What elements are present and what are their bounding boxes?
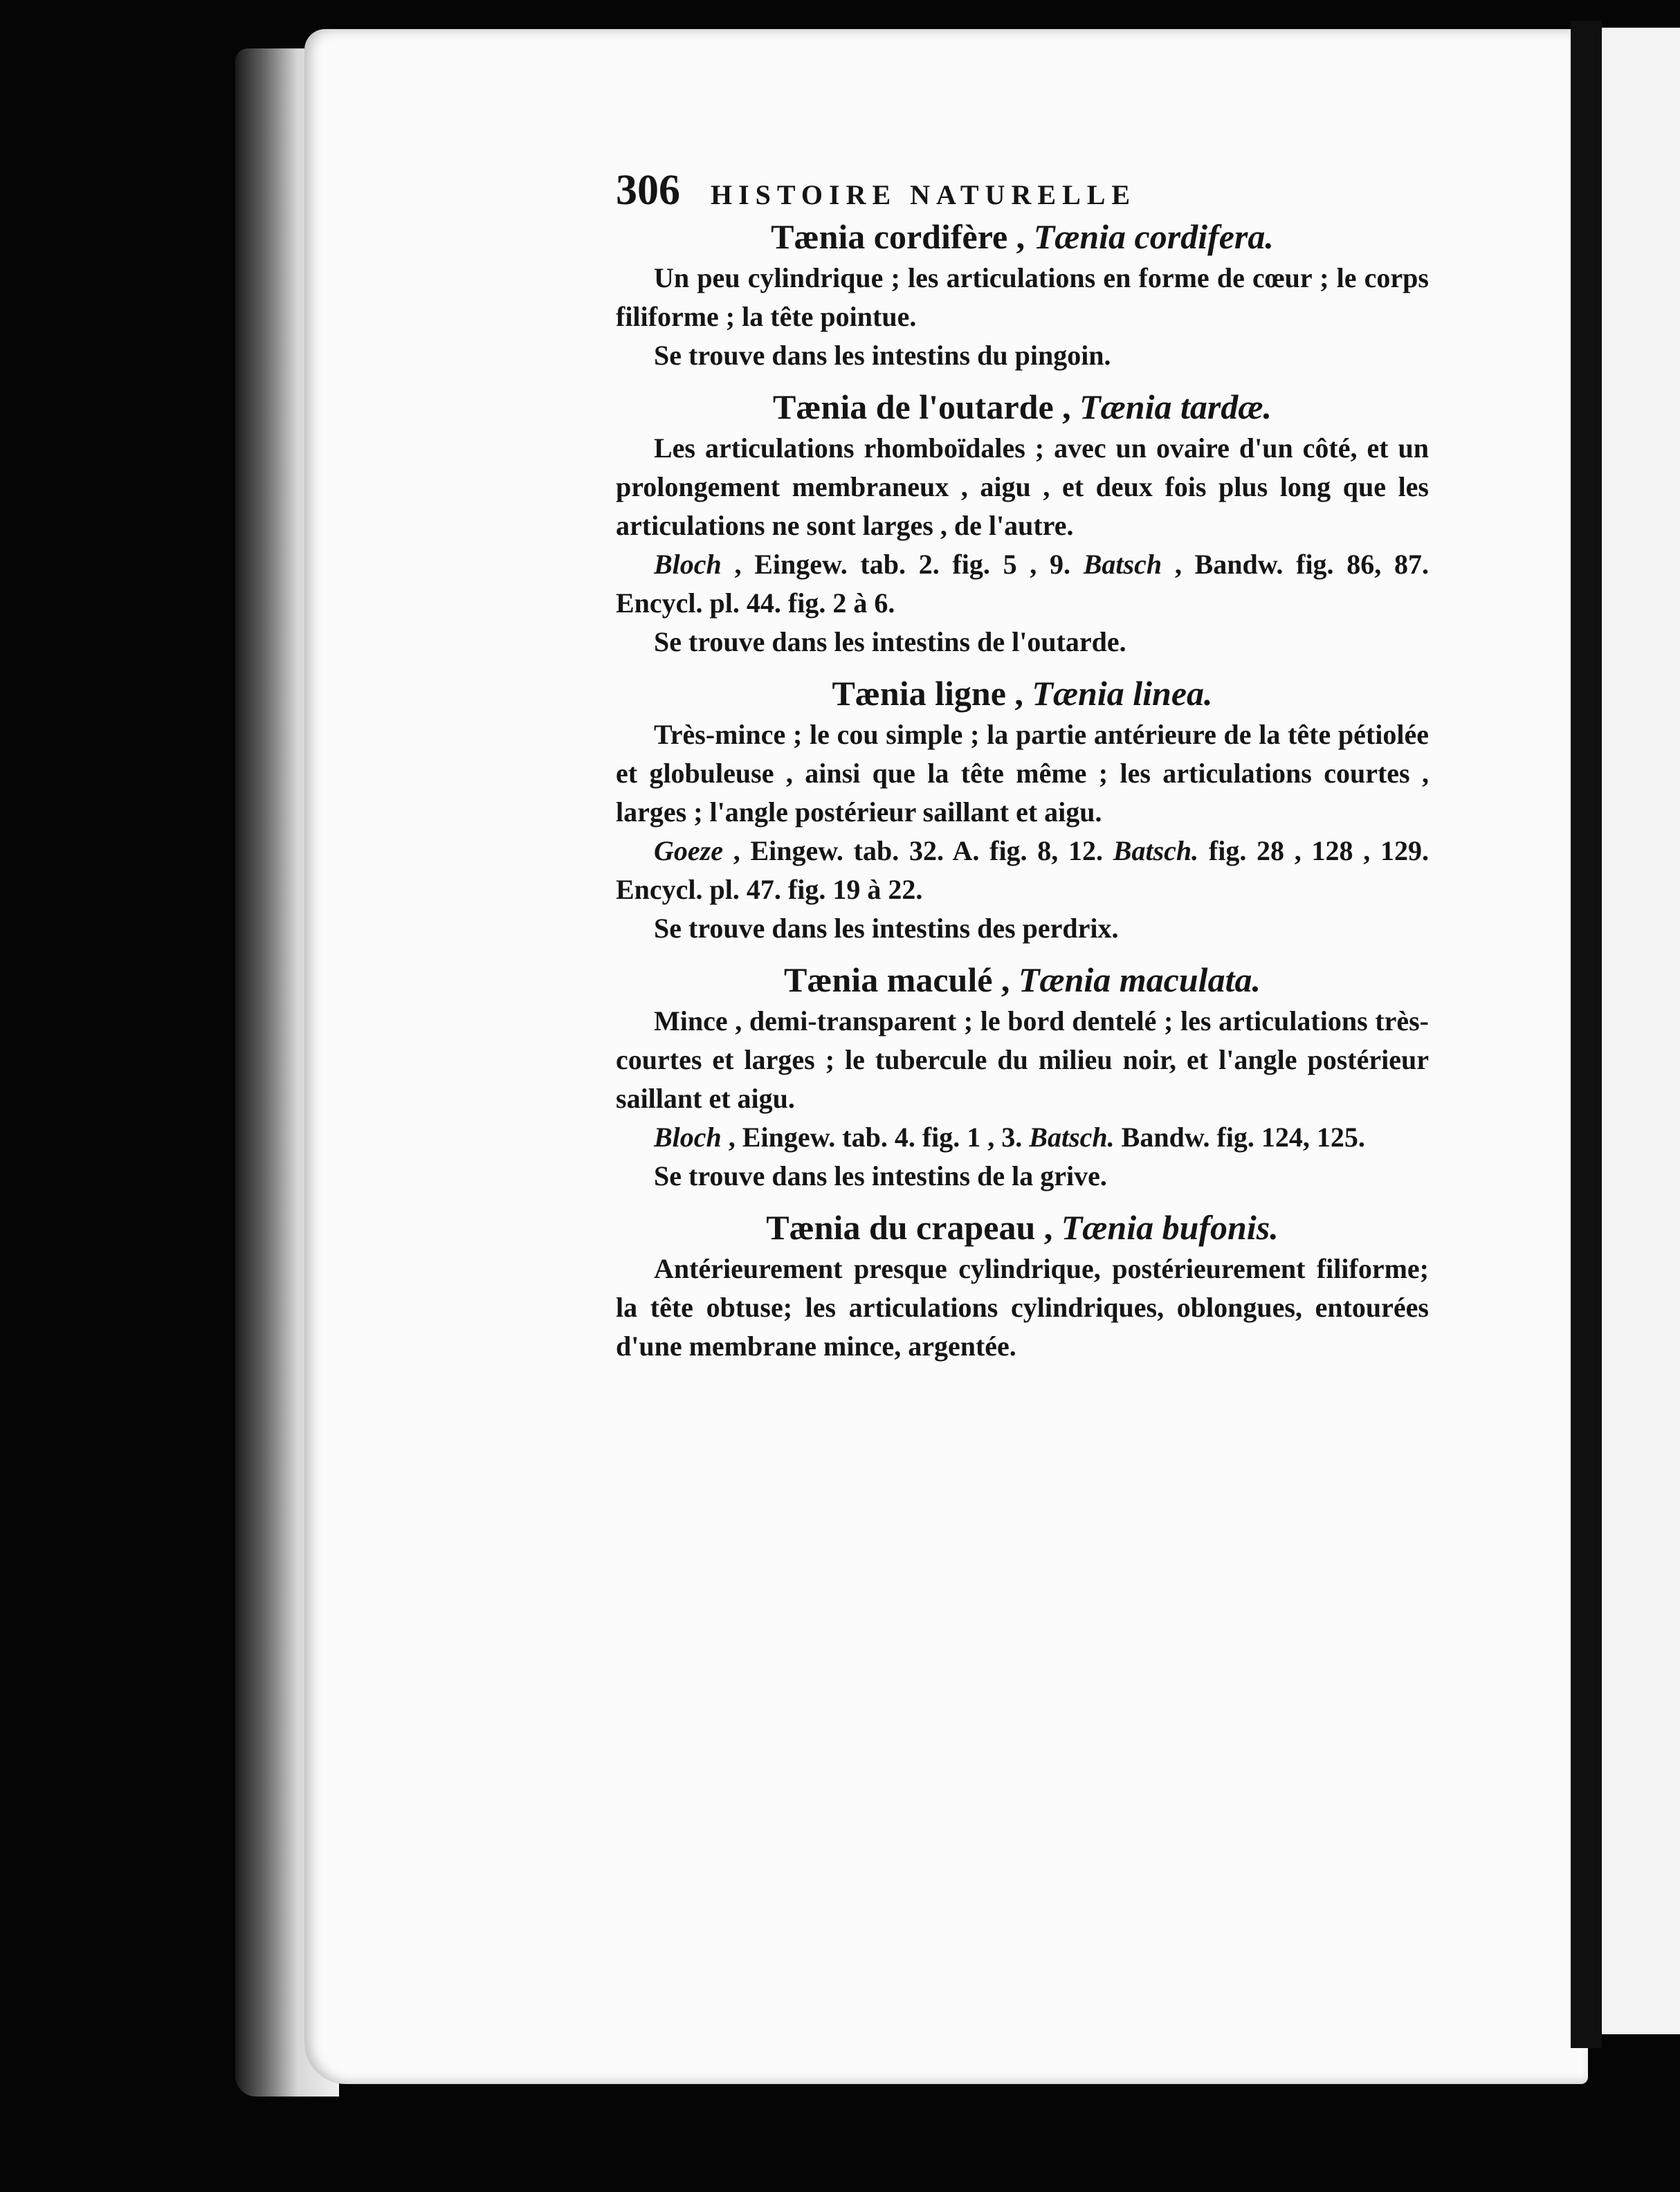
entry-title: Tænia du crapeau , Tænia bufonis.	[766, 1208, 1279, 1247]
entry-tardae	[616, 385, 1429, 661]
entry-description: Très-mince ; le cou simple ; la partie antérieure de la tête pétiolée et globuleuse , ainsi que la tête même ; les articulations courtes , larges ; l'angle postérieur saillant et aigu.	[616, 719, 1429, 828]
entry-description: Antérieurement presque cylindrique, postérieurement filiforme; la tête obtuse; les articulations cylindriques, oblongues, entourées d'une membrane mince, argentée.	[616, 1253, 1429, 1362]
entry-habitat: Se trouve dans les intestins du pingoin.	[654, 340, 1111, 371]
entry-description: Mince , demi-transparent ; le bord dentelé ; les articulations très-courtes et larges ; le tubercule du milieu noir, et l'angle postérieur saillant et aigu.	[616, 1005, 1429, 1114]
entry-habitat: Se trouve dans les intestins de l'outarde.	[654, 626, 1126, 657]
running-title: HISTOIRE NATURELLE	[711, 179, 1137, 210]
entry-description: Les articulations rhomboïdales ; avec un ovaire d'un côté, et un prolongement membraneux , aigu , et deux fois plus long que les articulations ne sont larges , de l'autre.	[616, 432, 1429, 541]
entry-linea	[616, 671, 1429, 948]
entry-title: Tænia de l'outarde , Tænia tardæ.	[773, 387, 1272, 426]
entry-maculata	[616, 958, 1429, 1196]
page-number: 306	[616, 167, 680, 214]
gutter-shadow	[1571, 21, 1602, 2048]
entry-bufonis	[616, 1205, 1429, 1366]
running-header	[616, 166, 1429, 214]
entry-title: Tænia ligne , Tænia linea.	[832, 674, 1213, 713]
entry-references: Bloch , Eingew. tab. 4. fig. 1 , 3. Batsch. Bandw. fig. 124, 125.	[654, 1122, 1365, 1153]
entry-habitat: Se trouve dans les intestins de la grive.	[654, 1160, 1107, 1191]
facing-page-edge	[1602, 28, 1680, 2034]
page-text	[616, 166, 1429, 1366]
entry-title: Tænia maculé , Tænia maculata.	[784, 960, 1261, 999]
entry-description: Un peu cylindrique ; les articulations en forme de cœur ; le corps filiforme ; la tête pointue.	[616, 262, 1429, 332]
entry-cordifera	[616, 214, 1429, 375]
entry-references: Goeze , Eingew. tab. 32. A. fig. 8, 12. Batsch. fig. 28 , 128 , 129. Encycl. pl. 47. fig. 19 à 22.	[616, 835, 1430, 905]
entry-habitat: Se trouve dans les intestins des perdrix.	[654, 913, 1119, 944]
entry-title: Tænia cordifère , Tænia cordifera.	[771, 217, 1274, 256]
entry-references: Bloch , Eingew. tab. 2. fig. 5 , 9. Batsch , Bandw. fig. 86, 87. Encycl. pl. 44. fig. 2 à 6.	[616, 549, 1429, 619]
